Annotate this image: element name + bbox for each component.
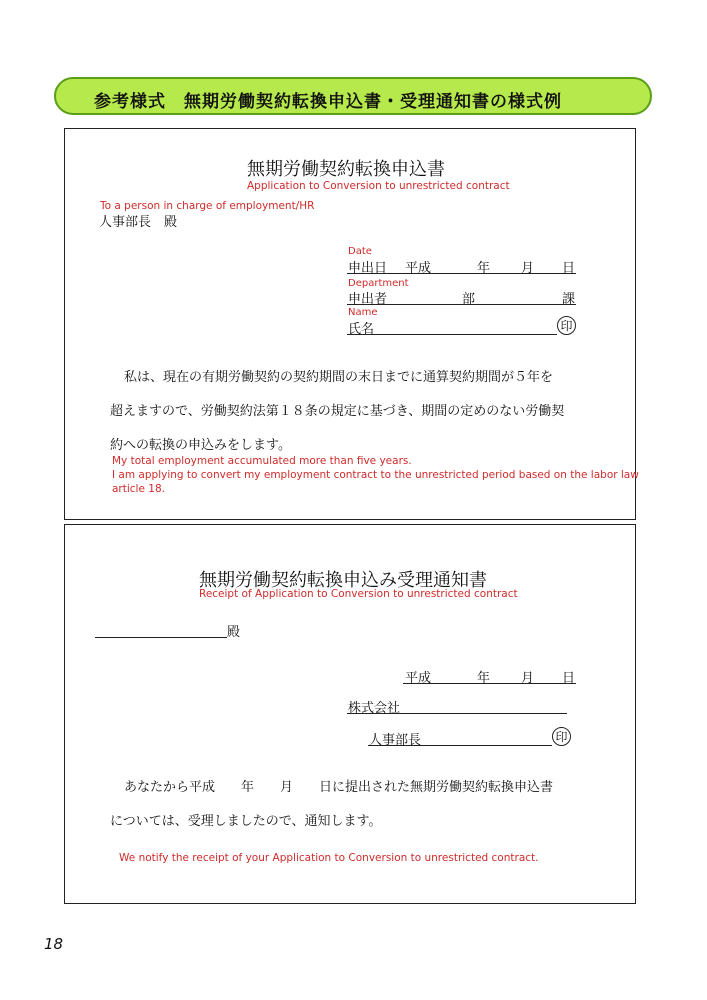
body-en-line-1: My total employment accumulated more than five years. (112, 455, 412, 467)
addressee-en: To a person in charge of employment/HR (100, 200, 315, 212)
date-month: 月 (521, 261, 535, 276)
name-label: 氏名 (348, 322, 375, 337)
body-line-1: 私は、現在の有期労働契約の契約期間の末日までに通算契約期間が５年を (124, 370, 554, 385)
department-bu: 部 (462, 292, 476, 307)
date-underline (347, 273, 576, 274)
date-year: 年 (477, 261, 491, 276)
name-label-en: Name (348, 307, 378, 318)
page-number: 18 (44, 935, 64, 953)
name-underline (347, 334, 557, 335)
receipt-date-era: 平成 (405, 671, 432, 686)
receipt-seal-mark: 印 (552, 727, 571, 746)
hr-manager-underline (368, 745, 552, 746)
department-ka: 課 (562, 292, 576, 307)
receipt-body (110, 771, 630, 839)
receipt-date-month: 月 (521, 671, 535, 686)
application-title-en: Application to Conversion to unrestricted contract (247, 180, 510, 192)
banner-title: 参考様式 無期労働契約転換申込書・受理通知書の様式例 (94, 92, 562, 112)
date-day: 日 (562, 261, 576, 276)
seal-mark: 印 (557, 316, 576, 335)
application-form (64, 128, 639, 520)
application-body-en (112, 454, 639, 496)
receipt-date-day: 日 (562, 671, 576, 686)
addressee-suffix: 殿 (227, 625, 241, 640)
department-label-en: Department (348, 278, 409, 289)
company-underline (347, 713, 567, 714)
receipt-title-en: Receipt of Application to Conversion to unrestricted contract (199, 588, 518, 600)
addressee: 人事部長 殿 (99, 215, 178, 230)
body-line-3: 約への転換の申込みをします。 (110, 438, 291, 453)
application-body (110, 361, 630, 463)
receipt-body-line-2: については、受理しましたので、通知します。 (110, 814, 382, 829)
department-underline (347, 304, 576, 305)
hr-manager-label: 人事部長 (369, 733, 422, 748)
date-label: 申出日 (348, 261, 388, 276)
applicant-label: 申出者 (348, 292, 388, 307)
application-title: 無期労働契約転換申込書 (247, 159, 445, 180)
body-en-line-3: article 18. (112, 483, 165, 495)
section-banner (54, 77, 652, 115)
company-label: 株式会社 (348, 701, 401, 716)
receipt-notice (64, 524, 636, 904)
receipt-date-underline (403, 683, 576, 684)
date-era: 平成 (405, 261, 432, 276)
addressee-blank-line (95, 637, 227, 638)
body-en-line-2: I am applying to convert my employment contract to the unrestricted period based on the labor law (112, 469, 639, 481)
date-label-en: Date (348, 246, 372, 257)
body-line-2: 超えますので、労働契約法第１８条の規定に基づき、期間の定めのない労働契 (110, 404, 565, 419)
receipt-date-year: 年 (477, 671, 491, 686)
receipt-title: 無期労働契約転換申込み受理通知書 (199, 570, 487, 591)
receipt-body-line-1: あなたから平成 年 月 日に提出された無期労働契約転換申込書 (124, 780, 554, 795)
receipt-body-en: We notify the receipt of your Application to Conversion to unrestricted contract. (119, 852, 539, 864)
